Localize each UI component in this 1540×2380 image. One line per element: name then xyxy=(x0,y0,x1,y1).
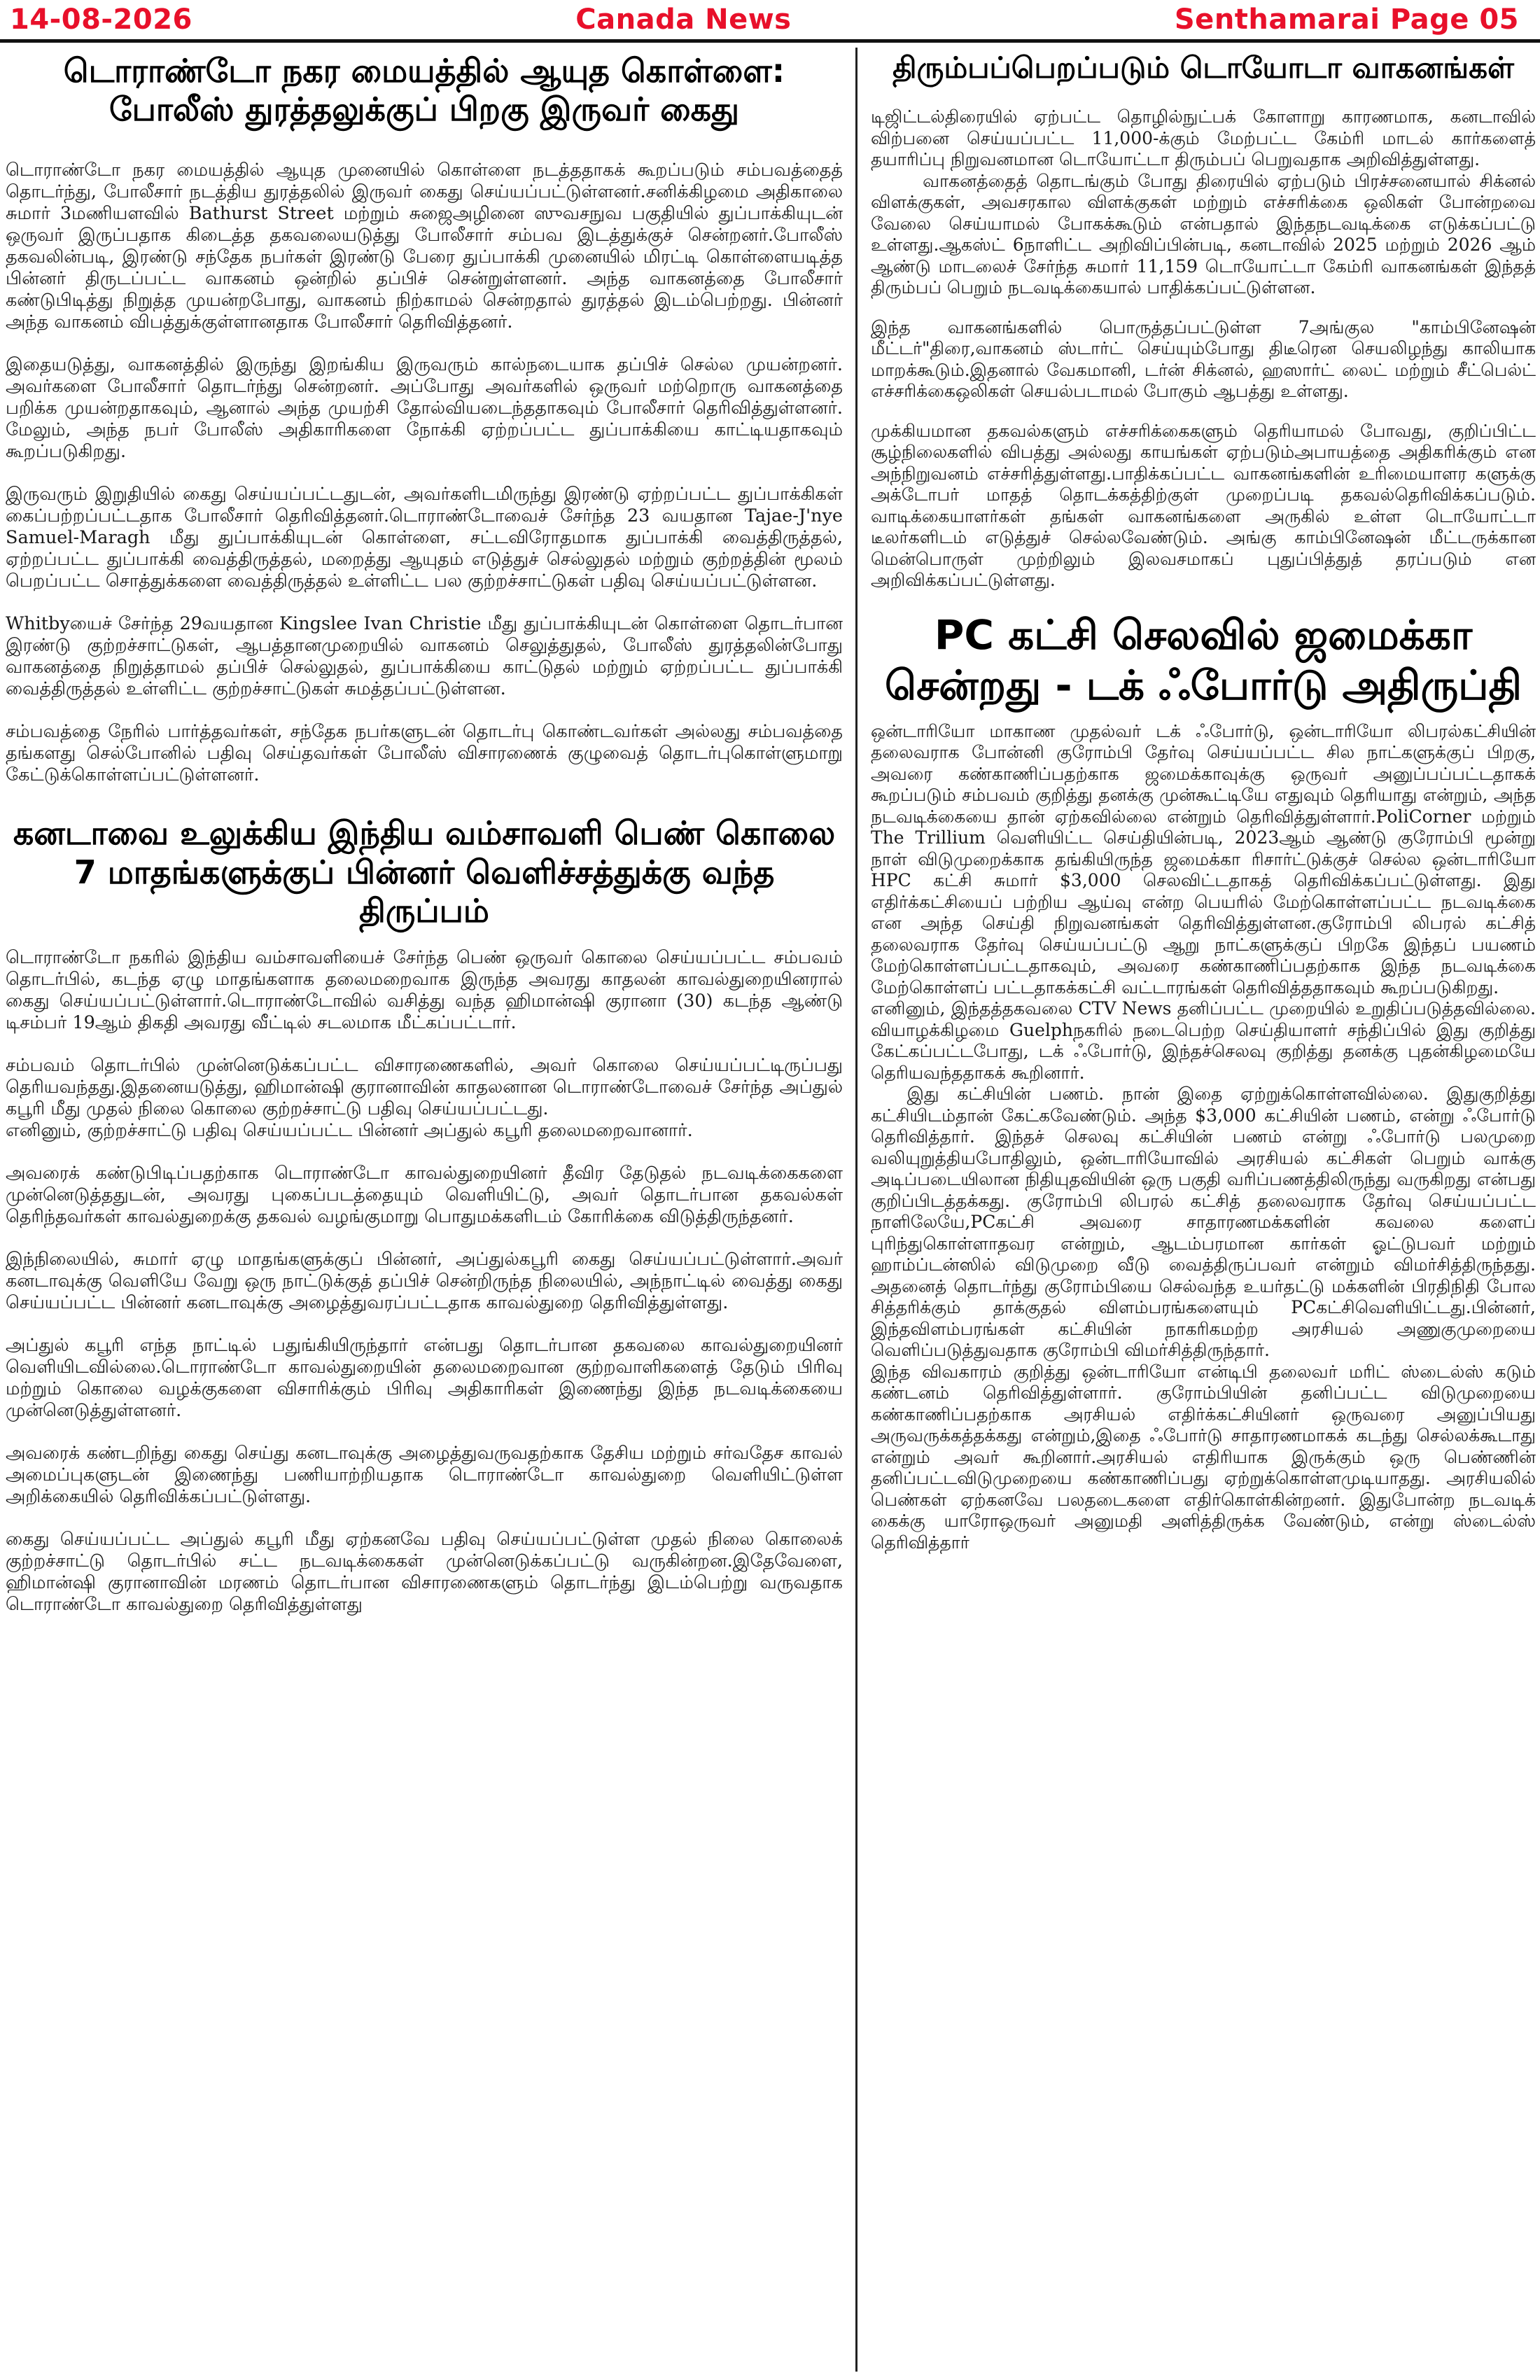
article-headline-murder-case: கனடாவை உலுக்கிய இந்திய வம்சாவளி பெண் கொலை 7 மாதங்களுக்குப் பின்னர் வெளிச்சத்துக்கு வந்த திருப்பம் xyxy=(13,814,836,930)
paragraph: வாகனத்தைத் தொடங்கும் போது திரையில் ஏற்படும் பிரச்சனையால் சிக்னல் விளக்குகள், அவசரகால விளக்குகள் மற்றும் எச்சரிக்கை ஒலிகள் போன்றவை வேலை செய்யாமல் போகக்கூடும் என்பதால் இந்தநடவடிக்கை எடுக்கப்பட்டு உள்ளது.ஆகஸ்ட் 6நாளிட்ட அறிவிப்பின்படி, கனடாவில் 2025 மற்றும் 2026 ஆம் ஆண்டு மாடலைச் சேர்ந்த சுமார் 11,159 டொயோட்டா கேம்ரி வாகனங்கள் இந்தத் திரும்பப் பெறும் நடவடிக்கையால் பாதிக்கப்பட்டுள்ளன. xyxy=(871,170,1536,298)
article-body-toyota-recall xyxy=(871,106,1536,592)
paragraph: இந்த வாகனங்களில் பொருத்தப்பட்டுள்ள 7அங்குல "காம்பினேஷன் மீட்டர்"திரை,வாகனம் ஸ்டார்ட் செய்யும்போது திடீரென செயலிழந்து காலியாக மாறக்கூடும்.இதனால் வேகமானி, டர்ன் சிக்னல், ஹஸார்ட் லைட் மற்றும் சீட்பெல்ட் எச்சரிக்கைஒலிகள் செயல்படாமல் போகும் ஆபத்து உள்ளது. xyxy=(871,316,1536,402)
paragraph: சம்பவத்தை நேரில் பார்த்தவர்கள், சந்தேக நபர்களுடன் தொடர்பு கொண்டவர்கள் அல்லது சம்பவத்தை தங்களது செல்போனில் பதிவு செய்தவர்கள் போலீஸ் விசாரணைக் குழுவைத் தொடர்புகொள்ளுமாறு கேட்டுக்கொள்ளப்பட்டுள்ளனர். xyxy=(6,721,843,786)
paragraph: ஒன்டாரியோ மாகாண முதல்வர் டக் ஃபோர்டு, ஒன்டாரியோ லிபரல்கட்சியின் தலைவராக போன்னி குரோம்பி தேர்வு செய்யப்பட்ட சில நாட்களுக்குப் பிறகு, அவரை கண்காணிப்பதற்காக ஜமைக்காவுக்கு ஒருவர் அனுப்பப்பட்டதாகக் கூறப்படும் சம்பவம் குறித்து தனக்கு முன்கூட்டியே எதுவும் தெரியாது என்றும், அந்த நடவடிக்கையை தான் ஏற்கவில்லை என்றும் தெரிவித்துள்ளார்.PoliCorner மற்றும் The Trillium வெளியிட்ட செய்தியின்படி, 2023ஆம் ஆண்டு குரோம்பி மூன்று நாள் விடுமுறைக்காக தங்கியிருந்த ஜமைக்கா ரிசார்ட்டுக்குச் செல்ல ஒன்டாரியோ HPC கட்சி சுமார் $3,000 செலவிட்டதாகத் தெரிவிக்கப்பட்டுள்ளது. இது எதிர்க்கட்சியைப் பற்றிய ஆய்வு என்ற பெயரில் மேற்கொள்ளப்பட்ட நடவடிக்கை என அந்த செய்தி நிறுவனங்கள் தெரிவித்துள்ளன.குரோம்பி லிபரல் கட்சித் தலைவராக தேர்வு செய்யப்பட்டு ஆறு நாட்களுக்குப் பிறகே இந்தப் பயணம் மேற்கொள்ளப்பட்டதாகவும், அவரை கண்காணிப்பதற்காக இந்த நடவடிக்கை மேற்கொள்ளப் பட்டதாகக்கட்சி வட்டாரங்கள் தெரிவித்ததாகவும் கூறப்படுகிறது. எனினும், இந்தத்தகவலை CTV News தனிப்பட்ட முறையில் உறுதிப்படுத்தவில்லை. வியாழக்கிழமை Guelphநகரில் நடைபெற்ற செய்தியாளர் சந்திப்பில் இது குறித்து கேட்கப்பட்டபோது, டக் ஃபோர்டு, இந்தச்செலவு குறித்து தனக்கு புதன்கிழமையே தெரியவந்ததாகக் கூறினார். இது கட்சியின் பணம். நான் இதை ஏற்றுக்கொள்ளவில்லை. இதுகுறித்து கட்சியிடம்தான் கேட்கவேண்டும். அந்த $3,000 கட்சியின் பணம், என்று ஃபோர்டு தெரிவித்தார். இந்தச் செலவு கட்சியின் பணம் என்று ஃபோர்டு பலமுறை வலியுறுத்தியபோதிலும், ஒன்டாரியோவில் அரசியல் கட்சிகள் பெறும் வாக்கு அடிப்படையிலான நிதியுதவியின் ஒரு பகுதி வரிப்பணத்திலிருந்து வருகிறது என்பது குறிப்பிடத்தக்கது. குரோம்பி லிபரல் கட்சித் தலைவராக தேர்வு செய்யப்பட்ட நாளிலேயே,PCகட்சி அவரை சாதாரணமக்களின் கவலை களைப் புரிந்துகொள்ளாதவர என்றும், ஆடம்பரமான கார்கள் ஓட்டுபவர் மற்றும் ஹாம்ப்டன்ஸில் விடுமுறை வீடு வைத்திருப்பவர் என்றும் விமர்சித்திருந்தது. அதனைத் தொடர்ந்து குரோம்பியை செல்வந்த உயர்தட்டு மக்களின் பிரதிநிதி போல சித்தரிக்கும் தாக்குதல் விளம்பரங்களையும் PCகட்சிவெளியிட்டது.பின்னர், இந்தவிளம்பரங்கள் கட்சியின் நாகரிகமற்ற அரசியல் அணுகுமுறையை வெளிப்படுத்துவதாக குரோம்பி விமர்சித்திருந்தார். இந்த விவகாரம் குறித்து ஒன்டாரியோ என்டிபி தலைவர் மரிட் ஸ்டைல்ஸ் கடும் கண்டனம் தெரிவித்துள்ளார். குரோம்பியின் தனிப்பட்ட விடுமுறையை கண்காணிப்பதற்காக அரசியல் எதிர்க்கட்சியினர் ஒருவரை அனுப்பியது அருவருக்கத்தக்கது என்றும்,இதை ஃபோர்டு சாதாரணமாகக் கடந்து செல்லக்கூடாது என்றும் அவர் கூறினார்.அரசியல் எதிரியாக இருக்கும் ஒரு பெண்ணின் தனிப்பட்டவிடுமுறையை கண்காணிப்பது ஏற்றுக்கொள்ளமுடியாதது. அரசியலில் பெண்கள் ஏற்கனவே பலதடைகளை எதிர்கொள்கின்றனர். இதுபோன்ற நடவடிக் கைக்கு யாரோஒருவர் அனுமதி அளித்திருக்க வேண்டும், என்று ஸ்டைல்ஸ் தெரிவித்தார் xyxy=(871,720,1536,1553)
article-body-murder-case xyxy=(6,947,843,1616)
column-divider xyxy=(855,48,858,2372)
masthead xyxy=(0,0,1540,39)
publication-name: Canada News xyxy=(575,4,792,36)
left-column xyxy=(6,48,843,2368)
issue-date: 14-08-2026 xyxy=(10,4,192,36)
right-column xyxy=(871,48,1536,2368)
paragraph: கைது செய்யப்பட்ட அப்துல் கபூரி மீது ஏற்கனவே பதிவு செய்யப்பட்டுள்ள முதல் நிலை கொலைக் குற்றச்சாட்டு தொடர்பில் சட்ட நடவடிக்கைகள் முன்னெடுக்கப்பட்டு வருகின்றன.இதேவேளை, ஹிமான்ஷி குரானாவின் மரணம் தொடர்பான விசாரணைகளும் தொடர்ந்து இடம்பெற்று வருவதாக டொராண்டோ காவல்துறை தெரிவித்துள்ளது xyxy=(6,1528,843,1615)
article-headline-toyota-recall: திரும்பப்பெறப்படும் டொயோடா வாகனங்கள் xyxy=(892,50,1514,85)
paragraph: இதையடுத்து, வாகனத்தில் இருந்து இறங்கிய இருவரும் கால்நடையாக தப்பிச் செல்ல முயன்றனர். அவர்களை போலீசார் தொடர்ந்து சென்றனர். அப்போது அவர்களில் ஒருவர் மற்றொரு வாகனத்தை பறிக்க முயன்றதாகவும், ஆனால் அந்த முயற்சி தோல்வியடைந்ததாகவும் போலீசார் தெரிவித்துள்ளனர். மேலும், அந்த நபர் போலீஸ் அதிகாரிகளை நோக்கி ஏற்றப்பட்ட துப்பாக்கியை காட்டியதாகவும் கூறப்படுகிறது. xyxy=(6,354,843,463)
paragraph: டொராண்டோ நகரில் இந்திய வம்சாவளியைச் சேர்ந்த பெண் ஒருவர் கொலை செய்யப்பட்ட சம்பவம் தொடர்பில், கடந்த ஏழு மாதங்களாக தலைமறைவாக இருந்த அவரது காதலன் காவல்துறையினரால் கைது செய்யப்பட்டுள்ளார்.டொராண்டோவில் வசித்து வந்த ஹிமான்ஷி குரானா (30) கடந்த ஆண்டு டிசம்பர் 19ஆம் திகதி அவரது வீட்டில் சடலமாக மீட்கப்பட்டார். xyxy=(6,946,843,1033)
paragraph: இருவரும் இறுதியில் கைது செய்யப்பட்டதுடன், அவர்களிடமிருந்து இரண்டு ஏற்றப்பட்ட துப்பாக்கிகள் கைப்பற்றப்பட்டதாக போலீசார் தெரிவித்தனர்.டொராண்டோவைச் சேர்ந்த 23 வயதான Tajae-J'nye Samuel-Maragh மீது துப்பாக்கியுடன் கொள்ளை, சட்டவிரோதமாக துப்பாக்கி வைத்திருத்தல், ஏற்றப்பட்ட துப்பாக்கி வைத்திருத்தல், மறைத்து ஆயுதம் எடுத்துச் செல்லுதல் மற்றும் குற்றத்தின் மூலம் பெறப்பட்ட சொத்துக்களை வைத்திருத்தல் உள்ளிட்ட பல குற்றச்சாட்டுகள் பதிவு செய்யப்பட்டுள்ளன. xyxy=(6,484,843,592)
paragraph: சம்பவம் தொடர்பில் முன்னெடுக்கப்பட்ட விசாரணைகளில், அவர் கொலை செய்யப்பட்டிருப்பது தெரியவந்தது.இதனையடுத்து, ஹிமான்ஷி குரானாவின் காதலனான டொராண்டோவைச் சேர்ந்த அப்துல் கபூரி மீது முதல் நிலை கொலை குற்றச்சாட்டு பதிவு செய்யப்பட்டது. எனினும், குற்றச்சாட்டு பதிவு செய்யப்பட்ட பின்னர் அப்துல் கபூரி தலைமறைவானார். xyxy=(6,1054,843,1141)
page-label: Senthamarai Page 05 xyxy=(1174,4,1519,36)
article-body-armed-robbery xyxy=(6,160,843,786)
paragraph: அவரைக் கண்டுபிடிப்பதற்காக டொராண்டோ காவல்துறையினர் தீவிர தேடுதல் நடவடிக்கைகளை முன்னெடுத்ததுடன், அவரது புகைப்படத்தையும் வெளியிட்டு, அவர் தொடர்பான தகவல்கள் தெரிந்தவர்கள் காவல்துறைக்கு தகவல் வழங்குமாறு பொதுமக்களிடம் கோரிக்கை விடுத்திருந்தனர். xyxy=(6,1162,843,1227)
paragraph: டிஜிட்டல்திரையில் ஏற்பட்ட தொழில்நுட்பக் கோளாறு காரணமாக, கனடாவில் விற்பனை செய்யப்பட்ட 11,000-க்கும் மேற்பட்ட கேம்ரி மாடல் கார்களைத் தயாரிப்பு நிறுவனமான டொயோட்டா திரும்பப் பெறுவதாக அறிவித்துள்ளது. xyxy=(871,106,1536,170)
masthead-rule xyxy=(0,39,1540,43)
paragraph: Whitbyயைச் சேர்ந்த 29வயதான Kingslee Ivan Christie மீது துப்பாக்கியுடன் கொள்ளை தொடர்பான இரண்டு குற்றச்சாட்டுகள், ஆபத்தானமுறையில் வாகனம் செலுத்துதல், போலீஸ் துரத்தலின்போது வாகனத்தை நிறுத்தாமல் தப்பிச் செல்லுதல், துப்பாக்கியை காட்டுதல் மற்றும் ஏற்றப்பட்ட துப்பாக்கி வைத்திருத்தல் உள்ளிட்ட குற்றச்சாட்டுகள் சுமத்தப்பட்டுள்ளன. xyxy=(6,613,843,700)
paragraph: இந்நிலையில், சுமார் ஏழு மாதங்களுக்குப் பின்னர், அப்துல்கபூரி கைது செய்யப்பட்டுள்ளார்.அவர் கனடாவுக்கு வெளியே வேறு ஒரு நாட்டுக்குத் தப்பிச் சென்றிருந்த நிலையில், அந்நாட்டில் வைத்து கைது செய்யப்பட்ட பின்னர் கனடாவுக்கு அழைத்துவரப்பட்டதாக காவல்துறை தெரிவித்துள்ளது. xyxy=(6,1248,843,1313)
article-headline-armed-robbery: டொராண்டோ நகர மையத்தில் ஆயுத கொள்ளை: போலீஸ் துரத்தலுக்குப் பிறகு இருவர் கைது xyxy=(63,52,785,129)
paragraph: அப்துல் கபூரி எந்த நாட்டில் பதுங்கியிருந்தார் என்பது தொடர்பான தகவலை காவல்துறையினர் வெளியிடவில்லை.டொராண்டோ காவல்துறையின் தலைமறைவான குற்றவாளிகளைத் தேடும் பிரிவு மற்றும் கொலை வழக்குகளை விசாரிக்கும் பிரிவு அதிகாரிகள் இணைந்து இந்த நடவடிக்கையை முன்னெடுத்துள்ளனர். xyxy=(6,1334,843,1421)
paragraph: டொராண்டோ நகர மையத்தில் ஆயுத முனையில் கொள்ளை நடத்ததாகக் கூறப்படும் சம்பவத்தைத் தொடர்ந்து, போலீசார் நடத்திய துரத்தலில் இருவர் கைது செய்யப்பட்டுள்ளனர்.சனிக்கிழமை அதிகாலை சுமார் 3மணியளவில் Bathurst Street மற்றும் சுஜைஅழினை ஸுவசநுவ பகுதியில் துப்பாக்கியுடன் ஒருவர் இருப்பதாக கிடைத்த தகவலையடுத்து போலீசார் சம்பவ இடத்துக்குச் சென்றனர்.போலீஸ் தகவலின்படி, இரண்டு சந்தேக நபர்கள் இரண்டு பேரை துப்பாக்கி முனையில் மிரட்டி கொள்ளையடித்த பின்னர் திருடப்பட்ட வாகனம் ஒன்றில் தப்பிச் சென்றுள்ளனர். அந்த வாகனத்தை போலீசார் கண்டுபிடித்து நிறுத்த முயன்றபோது, வாகனம் நிற்காமல் சென்றதால் துரத்தல் இடம்பெற்றது. பின்னர் அந்த வாகனம் விபத்துக்குள்ளானதாக போலீசார் தெரிவித்தனர். xyxy=(6,160,843,333)
paragraph: அவரைக் கண்டறிந்து கைது செய்து கனடாவுக்கு அழைத்துவருவதற்காக தேசிய மற்றும் சர்வதேச காவல் அமைப்புகளுடன் இணைந்து பணியாற்றியதாக டொராண்டோ காவல்துறை வெளியிட்டுள்ள அறிக்கையில் தெரிவிக்கப்பட்டுள்ளது. xyxy=(6,1442,843,1507)
paragraph: முக்கியமான தகவல்களும் எச்சரிக்கைகளும் தெரியாமல் போவது, குறிப்பிட்ட சூழ்நிலைகளில் விபத்து அல்லது காயங்கள் ஏற்படும்அபாயத்தை அதிகரிக்கும் என அந்நிறுவனம் எச்சரித்துள்ளது.பாதிக்கப்பட்ட வாகனங்களின் உரிமையாளர களுக்கு அக்டோபர் மாதத் தொடக்கத்திற்குள் முறைப்படி தகவல்தெரிவிக்கப்படும். வாடிக்கையாளர்கள் தங்கள் வாகனங்களை அருகில் உள்ள டொயோட்டா டீலர்களிடம் எடுத்துச் செல்லவேண்டும். அங்கு காம்பினேஷன் மீட்டருக்கான மென்பொருள் முற்றிலும் இலவசமாகப் புதுப்பித்துத் தரப்படும் என அறிவிக்கப்பட்டுள்ளது. xyxy=(871,420,1536,591)
article-body-pc-party-jamaica xyxy=(871,721,1536,1554)
article-headline-pc-party-jamaica: PC கட்சி செலவில் ஜமைக்கா சென்றது - டக் ஃபோர்டு அதிருப்தி xyxy=(885,610,1522,710)
